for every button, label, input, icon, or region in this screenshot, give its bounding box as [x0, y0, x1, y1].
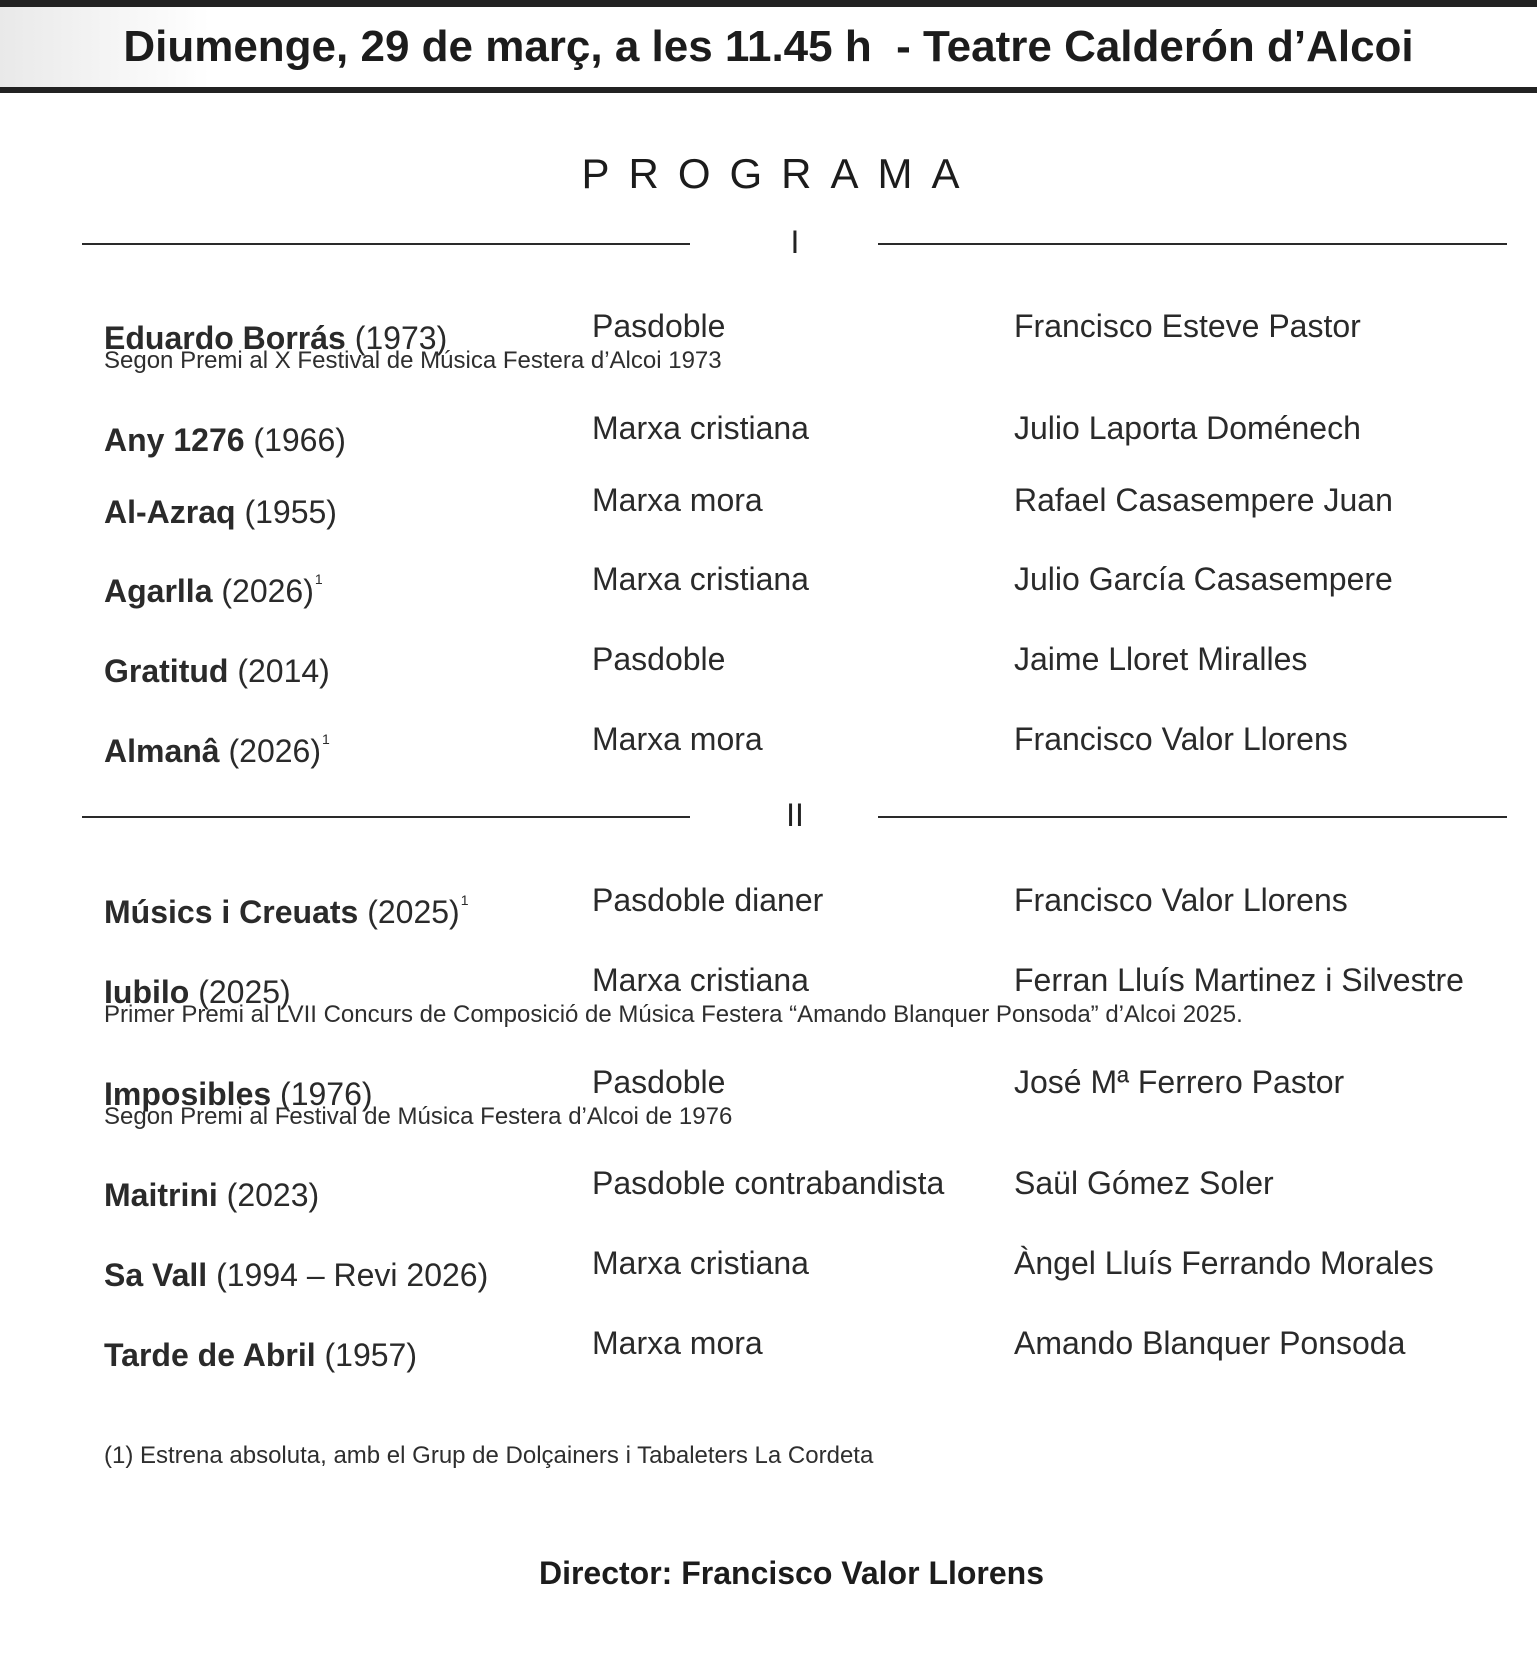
- piece-note: Segon Premi al Festival de Música Festera d’Alcoi de 1976: [104, 1103, 733, 1130]
- piece-title: Músics i Creuats: [104, 894, 359, 930]
- piece-title: Agarlla: [104, 573, 213, 609]
- program-item: [0, 1062, 1537, 1130]
- piece-genre: Marxa mora: [592, 721, 763, 757]
- piece-title: Sa Vall: [104, 1257, 208, 1293]
- divider-rule: [878, 816, 1507, 818]
- piece-genre: Pasdoble: [592, 1064, 726, 1100]
- footnote: (1) Estrena absoluta, amb el Grup de Dolçainers i Tabaleters La Cordeta: [104, 1442, 874, 1469]
- divider-rule: [82, 243, 690, 245]
- piece-title-with-year: [104, 719, 330, 771]
- divider-rule: [878, 243, 1507, 245]
- program-item: [0, 559, 1537, 609]
- piece-title: Al-Azraq: [104, 494, 236, 530]
- divider-rule: [82, 816, 690, 818]
- footnote-mark: 1: [314, 571, 323, 587]
- piece-title-with-year: [104, 639, 331, 691]
- part-divider-2: [0, 797, 1537, 837]
- piece-year: (1955): [244, 494, 337, 530]
- program-item: [0, 1163, 1537, 1213]
- piece-note: Segon Premi al X Festival de Música Festera d’Alcoi 1973: [104, 347, 722, 374]
- piece-title-with-year: [104, 1243, 489, 1295]
- piece-composer: Francisco Valor Llorens: [1014, 882, 1348, 918]
- piece-title: Tarde de Abril: [104, 1337, 316, 1373]
- piece-year: (1994 – Revi 2026): [216, 1257, 489, 1293]
- program-item: [0, 306, 1537, 374]
- piece-year: (2026): [221, 573, 314, 609]
- piece-genre: Pasdoble dianer: [592, 882, 824, 918]
- piece-title: Any 1276: [104, 422, 245, 458]
- piece-composer: Francisco Esteve Pastor: [1014, 308, 1361, 344]
- piece-composer: Francisco Valor Llorens: [1014, 721, 1348, 757]
- program-item: [0, 639, 1537, 689]
- piece-year: (1957): [324, 1337, 417, 1373]
- program-item: [0, 408, 1537, 458]
- footnote-mark: 1: [321, 731, 330, 747]
- piece-composer: Jaime Lloret Miralles: [1014, 641, 1308, 677]
- piece-title: Almanâ: [104, 733, 220, 769]
- piece-composer: Ferran Lluís Martinez i Silvestre: [1014, 962, 1464, 998]
- piece-year: (1973): [354, 320, 448, 356]
- part-numeral: II: [786, 797, 804, 833]
- piece-title-with-year: [104, 480, 338, 532]
- piece-composer: Àngel Lluís Ferrando Morales: [1014, 1245, 1434, 1281]
- piece-composer: José Mª Ferrero Pastor: [1014, 1064, 1345, 1100]
- piece-genre: Marxa cristiana: [592, 962, 809, 998]
- piece-title-with-year: [104, 559, 323, 611]
- piece-year: (2014): [237, 653, 330, 689]
- piece-composer: Amando Blanquer Ponsoda: [1014, 1325, 1406, 1361]
- part-numeral: I: [790, 224, 800, 260]
- piece-composer: Julio García Casasempere: [1014, 561, 1393, 597]
- piece-genre: Marxa mora: [592, 1325, 763, 1361]
- piece-title-with-year: [104, 880, 469, 932]
- piece-genre: Pasdoble: [592, 308, 726, 344]
- piece-title: Gratitud: [104, 653, 229, 689]
- piece-genre: Marxa cristiana: [592, 410, 809, 446]
- piece-genre: Marxa cristiana: [592, 1245, 809, 1281]
- piece-title: Eduardo Borrás: [104, 320, 346, 356]
- piece-year: (1976): [280, 1076, 373, 1112]
- piece-genre: Marxa mora: [592, 482, 763, 518]
- director-credit: Director: Francisco Valor Llorens: [538, 1555, 1045, 1591]
- header-top-rule: [0, 0, 1537, 7]
- piece-genre: Pasdoble contrabandista: [592, 1165, 945, 1201]
- piece-composer: Rafael Casasempere Juan: [1014, 482, 1393, 518]
- piece-title: Imposibles: [104, 1076, 272, 1112]
- part-divider-1: [0, 224, 1537, 264]
- piece-note: Primer Premi al LVII Concurs de Composició de Música Festera “Amando Blanquer Ponsoda” d’Alcoi 2025.: [104, 1001, 1243, 1028]
- piece-composer: Saül Gómez Soler: [1014, 1165, 1274, 1201]
- piece-year: (2025): [367, 894, 460, 930]
- piece-genre: Pasdoble: [592, 641, 726, 677]
- piece-title: Maitrini: [104, 1177, 218, 1213]
- piece-year: (2025): [198, 974, 291, 1010]
- piece-genre: Marxa cristiana: [592, 561, 809, 597]
- piece-composer: Julio Laporta Doménech: [1014, 410, 1361, 446]
- program-item: [0, 960, 1537, 1028]
- program-item: [0, 719, 1537, 769]
- program-title: PROGRAMA: [581, 150, 979, 197]
- piece-year: (2023): [226, 1177, 320, 1213]
- program-item: [0, 880, 1537, 930]
- piece-title: Iubilo: [104, 974, 190, 1010]
- piece-title-with-year: [104, 1323, 418, 1375]
- piece-title-with-year: [104, 408, 347, 460]
- header-bottom-rule: [0, 87, 1537, 93]
- piece-title-with-year: [104, 1163, 320, 1215]
- piece-year: (1966): [253, 422, 346, 458]
- program-item: [0, 1323, 1537, 1373]
- piece-year: (2026): [228, 733, 321, 769]
- event-header: Diumenge, 29 de març, a les 11.45 h - Teatre Calderón d’Alcoi: [0, 7, 1537, 87]
- program-item: [0, 480, 1537, 530]
- footnote-mark: 1: [460, 892, 469, 908]
- program-item: [0, 1243, 1537, 1293]
